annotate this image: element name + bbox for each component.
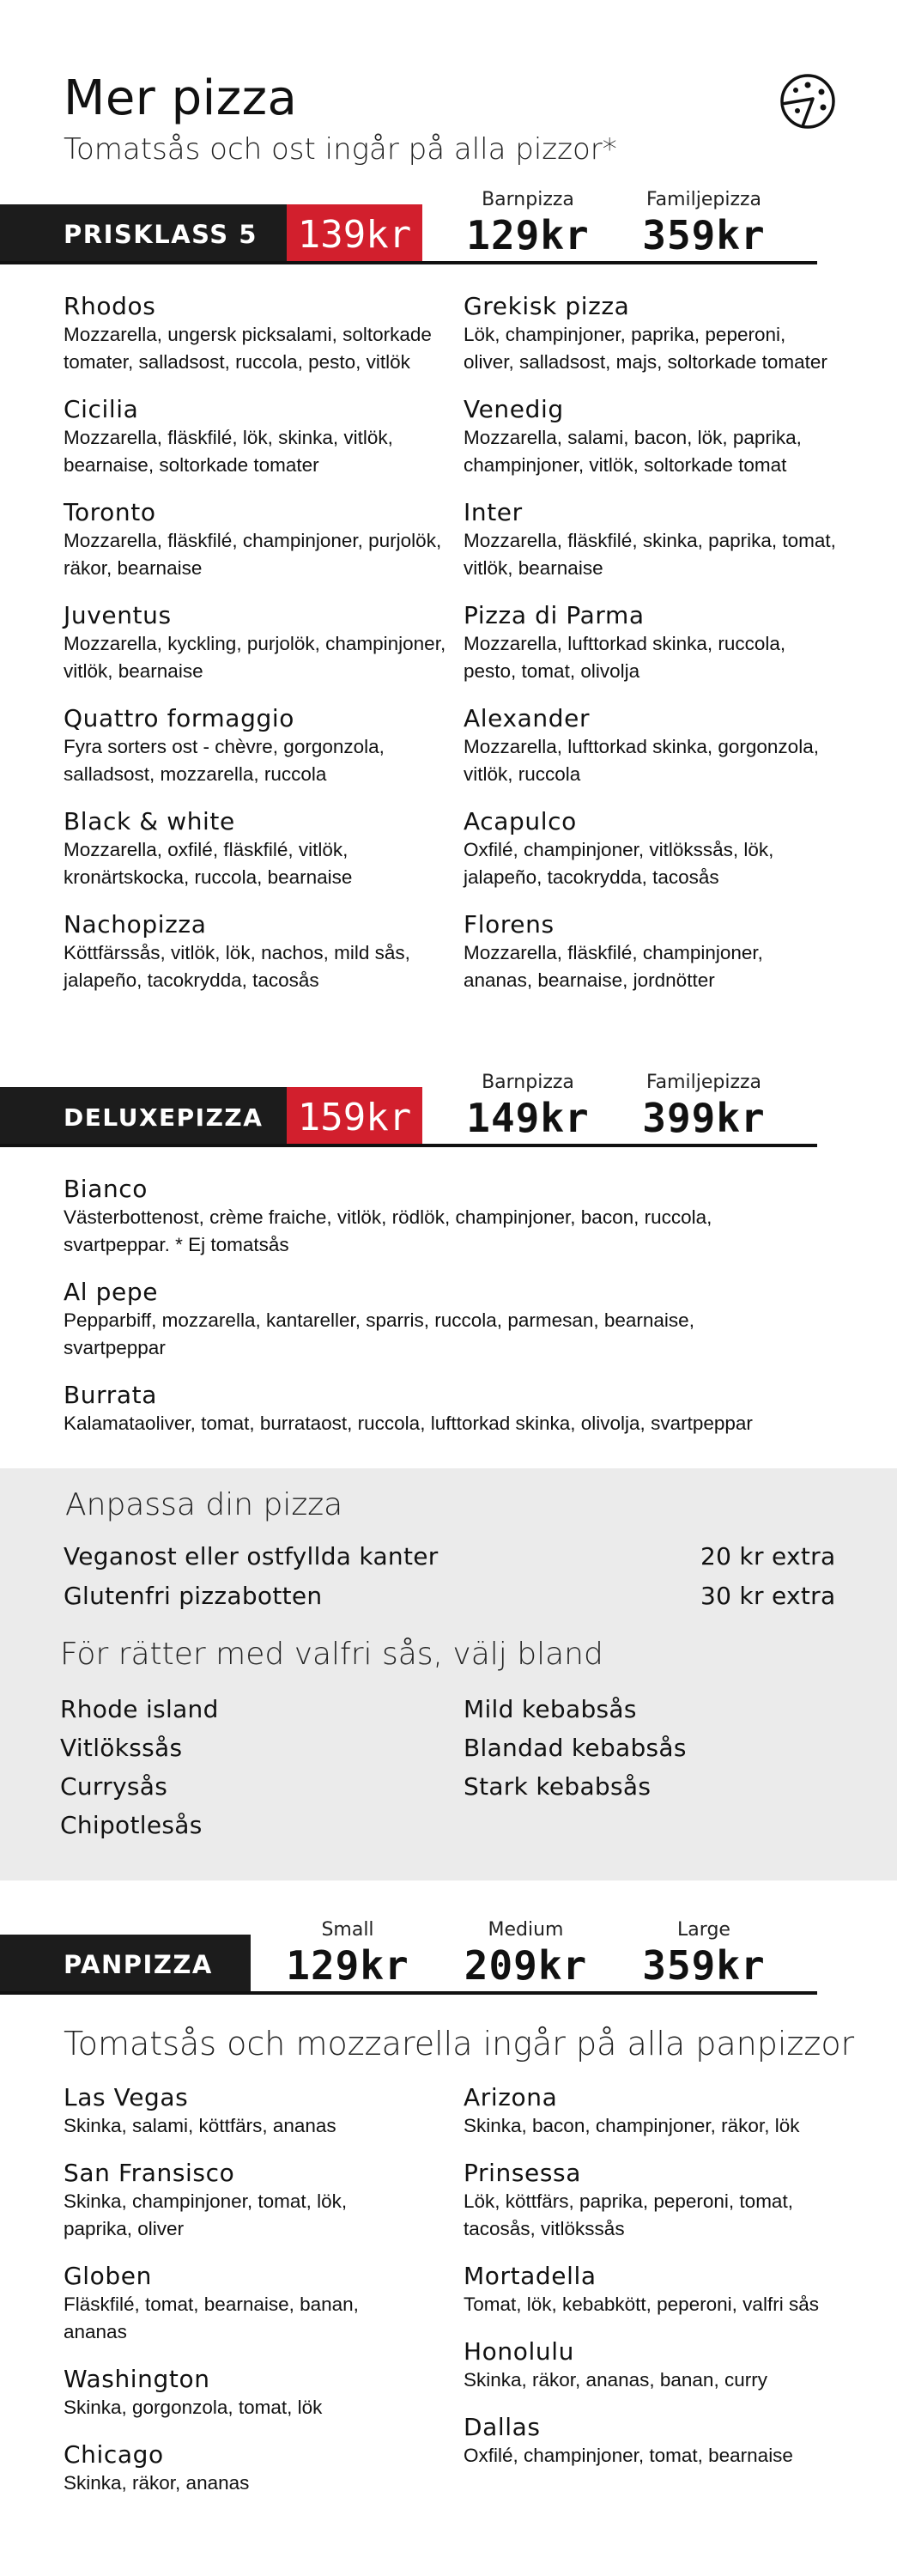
item-desc: Lök, köttfärs, paprika, peperoni, tomat, tacosås, vitlökssås: [464, 2190, 793, 2239]
item-desc: Fläskfilé, tomat, bearnaise, banan, ananas: [64, 2293, 359, 2342]
item-name: Honolulu: [464, 2337, 574, 2366]
item-name: Black & white: [64, 807, 235, 835]
item-desc: Mozzarella, fläskfilé, lök, skinka, vitlök, bearnaise, soltorkade tomater: [64, 427, 393, 476]
item-desc: Mozzarella, fläskfilé, champinjoner, ananas, bearnaise, jordnötter: [464, 942, 763, 991]
menu-item: [464, 910, 836, 994]
item-name: Dallas: [464, 2413, 541, 2441]
panpizza-band: PANPIZZA: [0, 1935, 251, 1995]
panpizza-medium: [459, 1919, 592, 1989]
menu-item: [64, 292, 464, 376]
item-desc: Skinka, champinjoner, tomat, lök, paprika, oliver: [64, 2190, 348, 2239]
prisklass5-price: 139kr: [287, 204, 422, 264]
panpizza-subtitle: Tomatsås och mozzarella ingår på alla panpizzor: [64, 2025, 855, 2063]
item-name: Rhodos: [64, 292, 156, 320]
item-desc: Skinka, räkor, ananas: [64, 2472, 250, 2494]
small-price: 129kr: [286, 1942, 409, 1989]
item-desc: Mozzarella, lufttorkad skinka, ruccola, pesto, tomat, olivolja: [464, 633, 786, 682]
item-name: San Fransisco: [64, 2159, 235, 2187]
item-name: Cicilia: [64, 395, 139, 423]
familj-label: Familjepizza: [645, 189, 762, 210]
panpizza-divider: [0, 1991, 817, 1995]
deluxe-menu: [64, 1175, 836, 1456]
pizza-slice-icon: [777, 73, 839, 130]
panpizza-left-column: [64, 2083, 464, 2516]
deluxe-divider: [0, 1144, 817, 1147]
menu-item: [464, 2083, 836, 2140]
menu-item: [64, 2365, 464, 2421]
panpizza-menu: [64, 2083, 836, 2516]
menu-item: [64, 498, 464, 582]
item-desc: Västerbottenost, crème fraiche, vitlök, rödlök, champinjoner, bacon, ruccola, svartpeppar. * Ej tomatsås: [64, 1206, 712, 1255]
item-desc: Mozzarella, oxfilé, fläskfilé, vitlök, kronärtskocka, ruccola, bearnaise: [64, 839, 353, 888]
extra-price: 20 kr extra: [700, 1542, 836, 1571]
deluxe-familj: [635, 1072, 773, 1141]
menu-item: [64, 2159, 464, 2243]
item-name: Grekisk pizza: [464, 292, 630, 320]
item-desc: Fyra sorters ost - chèvre, gorgonzola, salladsost, mozzarella, ruccola: [64, 736, 385, 785]
deluxe-barn: [464, 1072, 592, 1141]
item-desc: Kalamataoliver, tomat, burrataost, ruccola, lufttorkad skinka, olivolja, svartpeppar: [64, 1413, 753, 1434]
item-desc: Skinka, bacon, champinjoner, räkor, lök: [464, 2115, 800, 2136]
menu-item: [464, 704, 836, 788]
panpizza-right-column: [464, 2083, 836, 2516]
menu-item: [64, 2262, 464, 2346]
sauce-option: Rhode island: [60, 1695, 219, 1723]
barn-label: Barnpizza: [482, 189, 574, 210]
prisklass5-barn: [464, 189, 592, 258]
extra-label: Veganost eller ostfyllda kanter: [64, 1542, 439, 1571]
item-name: Florens: [464, 910, 555, 939]
menu-item: [464, 601, 836, 685]
barn-price: 129kr: [466, 212, 590, 258]
item-name: Nachopizza: [64, 910, 207, 939]
prisklass5-right-column: [464, 292, 836, 1013]
item-desc: Lök, champinjoner, paprika, peperoni, oliver, salladsost, majs, soltorkade tomater: [464, 324, 827, 373]
prisklass5-menu: [64, 292, 836, 1013]
item-name: Arizona: [464, 2083, 558, 2111]
sauce-option: Stark kebabsås: [464, 1772, 652, 1801]
sauce-option: Vitlökssås: [60, 1734, 183, 1762]
menu-item: [464, 2159, 836, 2243]
item-name: Globen: [64, 2262, 152, 2290]
item-name: Toronto: [64, 498, 156, 526]
medium-price: 209kr: [464, 1942, 588, 1989]
item-name: Bianco: [64, 1175, 148, 1203]
menu-item: [464, 2413, 836, 2470]
item-desc: Tomat, lök, kebabkött, peperoni, valfri sås: [464, 2293, 819, 2315]
panpizza-small: [283, 1919, 412, 1989]
menu-item: [64, 1175, 836, 1259]
barn-price: 149kr: [466, 1095, 590, 1141]
deluxe-price: 159kr: [287, 1087, 422, 1147]
sauce-option: Currysås: [60, 1772, 168, 1801]
menu-item: [464, 395, 836, 479]
menu-item: [64, 1381, 836, 1437]
large-label: Large: [677, 1919, 730, 1941]
item-desc: Skinka, gorgonzola, tomat, lök: [64, 2397, 323, 2418]
item-name: Juventus: [64, 601, 172, 629]
customize-panel: [0, 1468, 897, 1880]
item-desc: Oxfilé, champinjoner, tomat, bearnaise: [464, 2445, 793, 2466]
item-name: Las Vegas: [64, 2083, 189, 2111]
menu-item: [64, 2083, 464, 2140]
customize-title: Anpassa din pizza: [65, 1487, 343, 1522]
item-name: Burrata: [64, 1381, 157, 1409]
item-name: Chicago: [64, 2440, 164, 2469]
sauce-option: Chipotlesås: [60, 1811, 203, 1839]
menu-item: [464, 498, 836, 582]
prisklass5-divider: [0, 261, 817, 264]
item-name: Inter: [464, 498, 523, 526]
deluxe-band: DELUXEPIZZA: [0, 1087, 287, 1147]
page-title: Mer pizza: [64, 70, 298, 126]
item-name: Al pepe: [64, 1278, 159, 1306]
item-name: Pizza di Parma: [464, 601, 645, 629]
item-desc: Mozzarella, lufttorkad skinka, gorgonzola, vitlök, ruccola: [464, 736, 819, 785]
item-name: Acapulco: [464, 807, 577, 835]
sauce-title: För rätter med valfri sås, välj bland: [60, 1637, 603, 1672]
familj-price: 359kr: [642, 212, 766, 258]
menu-item: [64, 910, 464, 994]
large-price: 359kr: [642, 1942, 766, 1989]
item-desc: Oxfilé, champinjoner, vitlökssås, lök, jalapeño, tacokrydda, tacosås: [464, 839, 774, 888]
menu-item: [464, 807, 836, 891]
item-desc: Mozzarella, fläskfilé, champinjoner, purjolök, räkor, bearnaise: [64, 530, 442, 579]
item-name: Alexander: [464, 704, 591, 732]
item-desc: Mozzarella, kyckling, purjolök, champinjoner, vitlök, bearnaise: [64, 633, 446, 682]
prisklass5-left-column: [64, 292, 464, 1013]
menu-item: [64, 704, 464, 788]
item-desc: Köttfärssås, vitlök, lök, nachos, mild sås, jalapeño, tacokrydda, tacosås: [64, 942, 410, 991]
item-desc: Mozzarella, ungersk picksalami, soltorkade tomater, salladsost, ruccola, pesto, vitlök: [64, 324, 432, 373]
menu-item: [64, 395, 464, 479]
menu-item: [64, 601, 464, 685]
item-desc: Pepparbiff, mozzarella, kantareller, sparris, ruccola, parmesan, bearnaise, svartpeppar: [64, 1309, 694, 1358]
item-name: Washington: [64, 2365, 210, 2393]
sauce-option: Blandad kebabsås: [464, 1734, 687, 1762]
sauce-option: Mild kebabsås: [464, 1695, 637, 1723]
item-name: Venedig: [464, 395, 564, 423]
prisklass5-band: PRISKLASS 5: [0, 204, 287, 264]
extra-price: 30 kr extra: [700, 1582, 836, 1610]
menu-item: [464, 2262, 836, 2318]
barn-label: Barnpizza: [482, 1072, 574, 1093]
medium-label: Medium: [488, 1919, 564, 1941]
item-name: Prinsessa: [464, 2159, 581, 2187]
panpizza-large: [635, 1919, 773, 1989]
item-desc: Mozzarella, salami, bacon, lök, paprika, champinjoner, vitlök, soltorkade tomat: [464, 427, 802, 476]
menu-item: [64, 1278, 836, 1362]
prisklass5-familj: [635, 189, 773, 258]
menu-item: [64, 807, 464, 891]
item-desc: Mozzarella, fläskfilé, skinka, paprika, tomat, vitlök, bearnaise: [464, 530, 836, 579]
item-name: Mortadella: [464, 2262, 597, 2290]
menu-item: [464, 2337, 836, 2394]
page-subtitle: Tomatsås och ost ingår på alla pizzor*: [64, 132, 617, 167]
item-name: Quattro formaggio: [64, 704, 294, 732]
item-desc: Skinka, salami, köttfärs, ananas: [64, 2115, 336, 2136]
small-label: Small: [321, 1919, 374, 1941]
menu-item: [464, 292, 836, 376]
item-desc: Skinka, räkor, ananas, banan, curry: [464, 2369, 767, 2391]
familj-label: Familjepizza: [645, 1072, 762, 1093]
familj-price: 399kr: [642, 1095, 766, 1141]
extra-label: Glutenfri pizzabotten: [64, 1582, 323, 1610]
menu-item: [64, 2440, 464, 2497]
